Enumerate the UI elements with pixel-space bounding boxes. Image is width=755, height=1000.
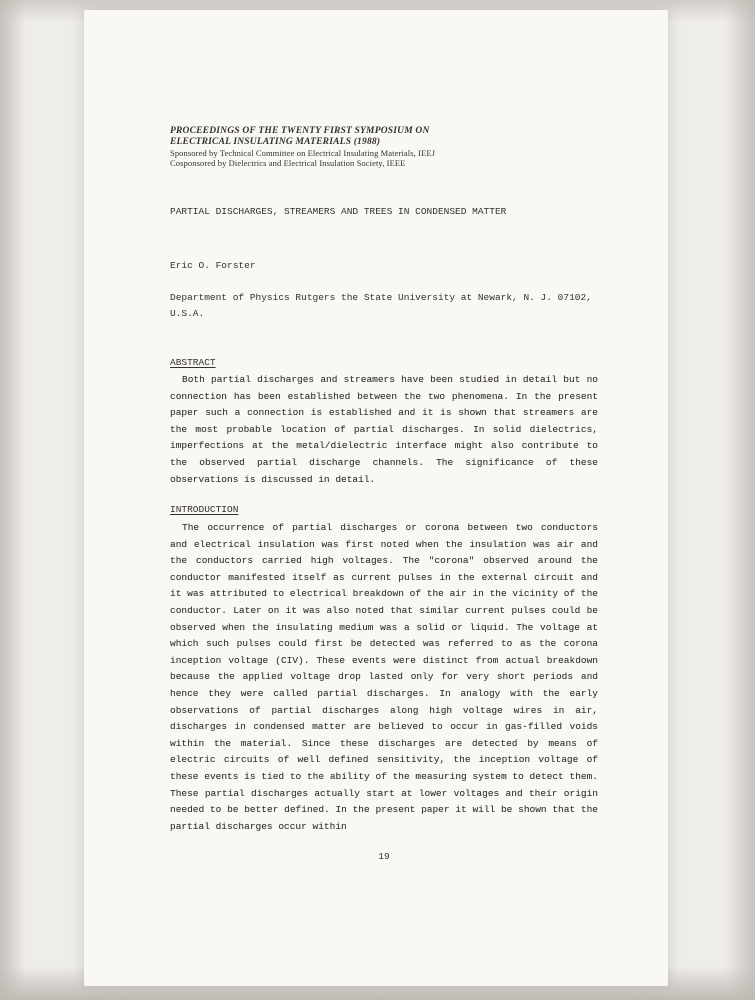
proceedings-title-line2: ELECTRICAL INSULATING MATERIALS (1988) — [170, 137, 381, 147]
cosponsor-line: Cosponsored by Dielectrics and Electrical Insulation Society, IEEE — [170, 158, 406, 168]
abstract-heading: ABSTRACT — [170, 357, 216, 368]
proceedings-header — [170, 126, 600, 168]
proceedings-title-line1: PROCEEDINGS OF THE TWENTY FIRST SYMPOSIUM ON — [170, 126, 430, 136]
abstract-body: Both partial discharges and streamers have been studied in detail but no connection has been established between the two phenomena. In the present paper such a connection is established and it is shown that streamers are the most probable location of partial discharges. In solid dielectrics, imperfections at the metal/dielectric interface might also contribute to the observed partial discharge channels. The significance of these observations is discussed in detail. — [170, 374, 598, 485]
paper-title: PARTIAL DISCHARGES, STREAMERS AND TREES IN CONDENSED MATTER — [170, 206, 507, 217]
affiliation-line-1: Department of Physics Rutgers the State University at Newark, N. J. 07102, — [170, 292, 592, 303]
affiliation-line-2: U.S.A. — [170, 308, 205, 320]
page-number: 19 — [378, 851, 390, 862]
author-affiliation — [170, 290, 598, 323]
introduction-heading: INTRODUCTION — [170, 504, 239, 515]
introduction-body: The occurrence of partial discharges or corona between two conductors and electrical insulation was first noted when the insulation was air and the conductors carried high voltages. The "corona" observed around the conductor manifested itself as current pulses in the external circuit and it was attributed to electrical breakdown of the air in the vicinity of the conductor. Later on it was also noted that similar current pulses could be observed when the insulating medium was a solid or liquid. The voltage at which such pulses could first be detected was referred to as the corona inception voltage (CIV). These events were distinct from actual breakdown because the applied voltage drop lasted only for very short periods and hence they were called partial discharges. In analogy with the early observations of partial discharges along high voltage wires in air, discharges in condensed matter are believed to occur in gas-filled voids within the material. Since these discharges are detected by means of electric circuits of well defined sensitivity, the inception voltage of these events is tied to the ability of the measuring system to detect them. These partial discharges actually start at lower voltages and their origin needed to be better defined. In the present paper it will be shown that the partial discharges occur within — [170, 522, 598, 832]
author-name: Eric O. Forster — [170, 260, 256, 271]
sponsor-line: Sponsored by Technical Committee on Electrical Insulating Materials, IEEJ — [170, 148, 436, 158]
